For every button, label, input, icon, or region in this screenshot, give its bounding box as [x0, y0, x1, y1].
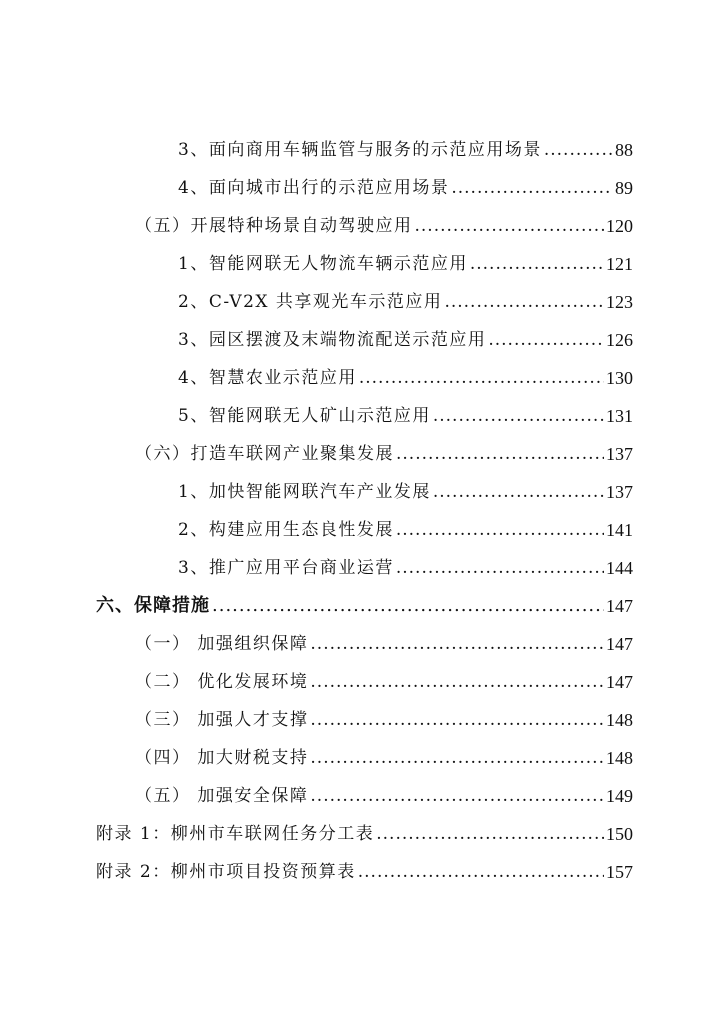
toc-page-number: 130 [606, 368, 633, 388]
toc-entry[interactable] [178, 364, 633, 388]
toc-page-number: 126 [606, 330, 633, 350]
toc-page-number: 121 [606, 254, 633, 274]
toc-page-number: 147 [606, 672, 633, 692]
toc-page-number: 137 [606, 482, 633, 502]
toc-entry[interactable] [135, 744, 633, 768]
toc-entry-title: 4、智慧农业示范应用 [178, 368, 357, 388]
toc-entry-title: （三） 加强人才支撑 [135, 710, 309, 730]
toc-page-number: 157 [606, 862, 633, 882]
toc-page-number: 147 [606, 634, 633, 654]
toc-dot-leader [212, 596, 604, 616]
toc-entry[interactable] [135, 782, 633, 806]
toc-dot-leader [444, 292, 604, 312]
toc-dot-leader [415, 216, 605, 236]
toc-dot-leader [376, 824, 604, 844]
toc-entry[interactable] [96, 858, 633, 882]
toc-entry-title: 六、保障措施 [96, 595, 210, 616]
toc-entry[interactable] [135, 212, 633, 236]
toc-entry[interactable] [135, 668, 633, 692]
toc-entry[interactable] [96, 592, 633, 616]
toc-entry-title: 2、C-V2X 共享观光车示范应用 [178, 292, 443, 312]
toc-dot-leader [310, 786, 604, 806]
toc-entry-title: （五） 加强安全保障 [135, 786, 309, 806]
toc-dot-leader [358, 862, 604, 882]
toc-entry[interactable] [178, 174, 633, 198]
toc-entry-title: （四） 加大财税支持 [135, 748, 309, 768]
toc-dot-leader [396, 520, 604, 540]
toc-entry[interactable] [135, 706, 633, 730]
toc-page-number: 141 [606, 520, 633, 540]
toc-entry[interactable] [96, 820, 633, 844]
toc-entry-title: 3、面向商用车辆监管与服务的示范应用场景 [178, 140, 542, 160]
toc-dot-leader [359, 368, 604, 388]
toc-dot-leader [433, 482, 604, 502]
toc-dot-leader [310, 748, 604, 768]
toc-dot-leader [310, 634, 604, 654]
toc-page-number: 88 [615, 140, 633, 160]
toc-entry-title: 1、智能网联无人物流车辆示范应用 [178, 254, 468, 274]
toc-entry[interactable] [178, 136, 633, 160]
toc-dot-leader [433, 406, 604, 426]
toc-entry-title: 附录 2：柳州市项目投资预算表 [96, 862, 356, 882]
toc-entry[interactable] [178, 516, 633, 540]
toc-page-number: 148 [606, 748, 633, 768]
toc-entry[interactable] [178, 478, 633, 502]
toc-entry-title: （一） 加强组织保障 [135, 634, 309, 654]
toc-page-number: 120 [606, 216, 633, 236]
toc-page-number: 148 [606, 710, 633, 730]
toc-entry[interactable] [178, 250, 633, 274]
toc-entry-title: 3、推广应用平台商业运营 [178, 558, 394, 578]
toc-entry-title: 4、面向城市出行的示范应用场景 [178, 178, 450, 198]
toc-entry[interactable] [178, 326, 633, 350]
toc-page-number: 149 [606, 786, 633, 806]
toc-entry-title: 附录 1：柳州市车联网任务分工表 [96, 824, 375, 844]
toc-entry[interactable] [178, 402, 633, 426]
toc-page-number: 137 [606, 444, 633, 464]
toc-dot-leader [451, 178, 613, 198]
toc-dot-leader [310, 710, 604, 730]
toc-entry-title: （五）开展特种场景自动驾驶应用 [135, 216, 413, 236]
toc-dot-leader [488, 330, 604, 350]
toc-entry[interactable] [135, 630, 633, 654]
toc-page-number: 123 [606, 292, 633, 312]
toc-dot-leader [310, 672, 604, 692]
toc-entry-title: 1、加快智能网联汽车产业发展 [178, 482, 431, 502]
toc-page-number: 150 [606, 824, 633, 844]
toc-entry[interactable] [135, 440, 633, 464]
toc-entry-title: 3、园区摆渡及末端物流配送示范应用 [178, 330, 487, 350]
toc-entry[interactable] [178, 554, 633, 578]
toc-dot-leader [396, 444, 604, 464]
toc-dot-leader [470, 254, 604, 274]
toc-page-number: 144 [606, 558, 633, 578]
toc-entry-title: （六）打造车联网产业聚集发展 [135, 444, 394, 464]
toc-dot-leader [544, 140, 613, 160]
toc-page-number: 147 [606, 596, 633, 616]
toc-page-number: 89 [615, 178, 633, 198]
toc-page-number: 131 [606, 406, 633, 426]
toc-entry[interactable] [178, 288, 633, 312]
toc-entry-title: 5、智能网联无人矿山示范应用 [178, 406, 431, 426]
toc-dot-leader [396, 558, 604, 578]
toc-entry-title: 2、构建应用生态良性发展 [178, 520, 394, 540]
toc-entry-title: （二） 优化发展环境 [135, 672, 309, 692]
